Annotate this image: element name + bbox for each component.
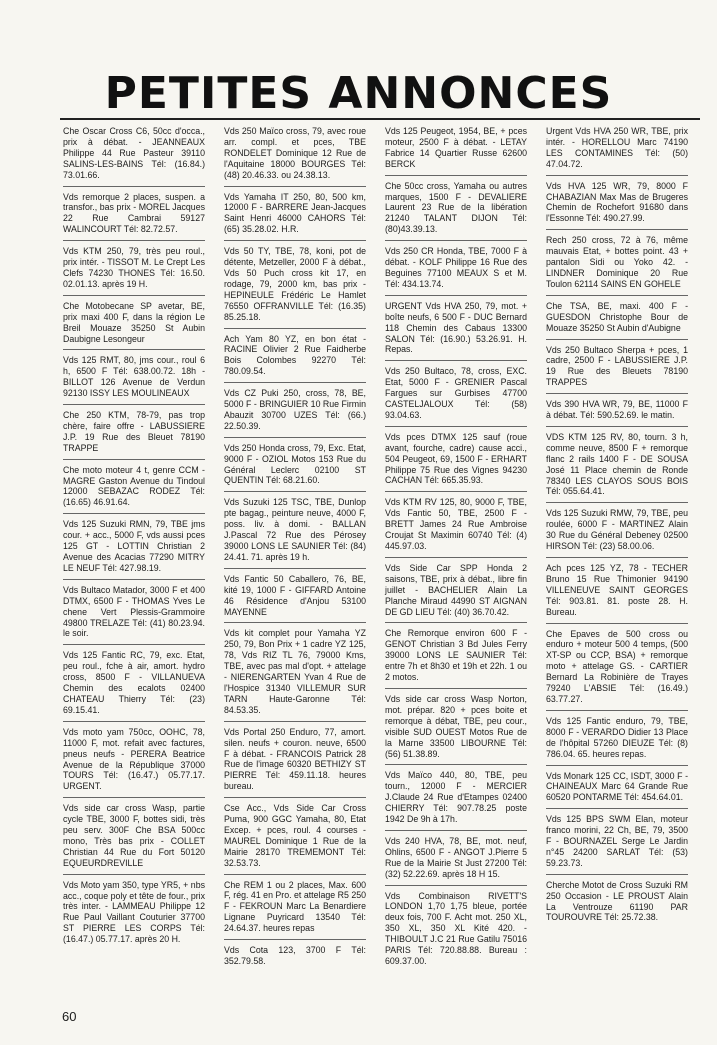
classified-ad: Vds 125 Fantic enduro, 79, TBE, 8000 F - VERARDO Didier 13 Place de l'hôpital 57260 DIEUZE Tél: (8) 786.04. 65. heures repas. <box>546 716 688 766</box>
column-2 <box>224 126 366 977</box>
column-1 <box>63 126 205 955</box>
classified-ad: Vds Monark 125 CC, ISDT, 3000 F - CHAINEAUX Marc 64 Grande Rue 60520 PONTARME Tél: 454.64.01. <box>546 771 688 810</box>
classified-ad: Che Oscar Cross C6, 50cc d'occa., prix à débat. - JEANNEAUX Philippe 44 Rue Pasteur 39110 SALINS-LES-BAINS Tél: (16.84.) 73.01.66. <box>63 126 205 187</box>
classified-ad: Cse Acc., Vds Side Car Cross Puma, 900 GGC Yamaha, 80, Etat Excep. + pces, roul. 4 courses - MAUREL Dominique 1 Rue de la Mairie 28170 TREMEMONT Tél: 32.53.73. <box>224 803 366 874</box>
classified-ad: Ach pces 125 YZ, 78 - TECHER Bruno 15 Rue Thimonier 94190 VILLENEUVE SAINT GEORGES Tél: 903.81. 81. poste 28. H. Bureau. <box>546 563 688 624</box>
classified-ad: Rech 250 cross, 72 à 76, même mauvais Etat, + bottes point. 43 + pantalon Sidi ou Yoko 42. - LINDNER Dominique 20 Rue Toulon 62114 SAINS EN GOHELE <box>546 235 688 296</box>
classified-ad: Vds 390 HVA WR, 79, BE, 11000 F à débat. Tél: 590.52.69. le matin. <box>546 399 688 427</box>
classified-ad: Vds Suzuki 125 TSC, TBE, Dunlop pte bagag., peinture neuve, 4000 F, poss. liv. à domi. - BALLAN J.Pascal 72 Rue des Pérosey 39000 LONS LE SAUNIER Tél: (84) 24.41. 71. après 19 h. <box>224 497 366 568</box>
classified-ad: Vds HVA 125 WR, 79, 8000 F CHABAZIAN Max Mas de Brugeres Chemin de Rochefort 91680 dans l'Essonne Tél: 490.27.99. <box>546 181 688 231</box>
classified-ad: Che Remorque environ 600 F - GENOT Christian 3 Bd Jules Ferry 39000 LONS LE SAUNIER Tél: entre 7h et 8h30 et 19h et 22h. 1 ou 2 motos. <box>385 628 527 689</box>
classified-ad: Vds Yamaha IT 250, 80, 500 km, 12000 F - BARRERE Jean-Jacques Saint Henri 46000 CAHORS Tél: (65) 35.28.02. H.R. <box>224 192 366 242</box>
classified-ad: Vds 250 CR Honda, TBE, 7000 F à débat. - KOLF Philippe 16 Rue des Beguines 77100 MEAUX S et M. Tél: 434.13.74. <box>385 246 527 296</box>
classified-ad: VDS KTM 125 RV, 80, tourn. 3 h, comme neuve, 8500 F + remorque flanc 2 rails 1400 F - DE SOUSA José 11 Place chemin de Ronde 78340 LES CLAYOS SOUS BOIS Tél: 055.64.41. <box>546 432 688 503</box>
classified-ad: Vds side car cross Wasp Norton, mot. prépar. 820 + pces boite et remorque à débat, TBE, peu cour., visible SUD OUEST Motos Rue de la Marne 33500 LIBOURNE Tél: (56) 51.38.89. <box>385 694 527 765</box>
classified-ad: Vds Side Car SPP Honda 2 saisons, TBE, prix à débat., libre fin juillet - BACHELIER Alain La Planche Miraud 44990 ST AIGNAN DE GD LIEU Tél: (40) 36.70.42. <box>385 563 527 624</box>
classified-ad: Vds Portal 250 Enduro, 77, amort. silen. neufs + couron. neuve, 6500 F à débat. - FRANCOIS Patrick 28 Rue de l'image 60320 BETHIZY ST PIERRE Tél: 459.11.18. heures bureau. <box>224 727 366 798</box>
classified-ad: Vds CZ Puki 250, cross, 78, BE, 5000 F - BRINGUIER 10 Rue Firmin Abauzit 30700 UZES Tél: (66.) 22.50.39. <box>224 388 366 438</box>
classified-ad: Vds remorque 2 places, suspen. a transfor., bas prix - MOREL Jacques 22 Rue Cambrai 59127 WALINCOURT Tél: 82.72.57. <box>63 192 205 242</box>
classified-ad: Vds Combinaison RIVETT'S LONDON 1,70 1,75 bleue, portée deux fois, 700 F. Acht mot. 250 XL, 350 XL, 350 XL Kité 420. - THIBOULT J.C 21 Rue Gatilu 75016 PARIS Tél: 720.88.88. Bureau : 609.37.00. <box>385 890 527 966</box>
classified-ad: Vds kit complet pour Yamaha YZ 250, 79, Bon Prix + 1 cadre YZ 125, 78, Vds RIZ TL 76, 79000 Kms, TBE, avec pas mal d'opt. + attelage - NIERENGARTEN Yvan 4 Rue de l'Hospice 31340 VILLEMUR SUR TARN Haute-Garonne Tél: 84.53.35. <box>224 628 366 721</box>
classified-ad: Che moto moteur 4 t, genre CCM - MAGRE Gaston Avenue du Tindoul 12000 SEBAZAC RODEZ Tél: (16.65) 46.91.64. <box>63 465 205 515</box>
title-rule <box>60 118 700 120</box>
classified-ad: Urgent Vds HVA 250 WR, TBE, prix intér. - HORELLOU Marc 74190 LES CONTAMINES Tél: (50) 47.04.72. <box>546 126 688 176</box>
classified-ad: Che 250 KTM, 78-79, pas trop chère, faire offre - LABUSSIERE J.P. 19 Rue des Bleuet 78190 TRAPPE <box>63 410 205 460</box>
classified-ad: Vds Maïco 440, 80, TBE, peu tourn., 12000 F - MERCIER J.Claude 24 Rue d'Etampes 02400 CHIERRY Tél: 907.78.25 poste 1942 De 9h à 17h. <box>385 770 527 831</box>
classified-ad: Ach Yam 80 YZ, en bon état - RACINE Olivier 2 Rue Faidherbe Bois Colombes 92270 Tél: 780.09.54. <box>224 334 366 384</box>
classified-ad: Vds 125 Peugeot, 1954, BE, + pces moteur, 2500 F à débat. - LETAY Fabrice 14 Quartier Russe 62600 BERCK <box>385 126 527 176</box>
classified-ad: Vds pces DTMX 125 sauf (roue avant, fourche, cadre) cause acci., 504 Peugeot, 69, 1500 F - ERHART Philippe 75 Rue des Vignes 94230 CACHAN Tél: 665.35.93. <box>385 432 527 493</box>
classified-ad: Vds Cota 123, 3700 F Tél: 352.79.58. <box>224 945 366 966</box>
classified-ad: Vds 250 Bultaco, 78, cross, EXC. Etat, 5000 F - GRENIER Pascal Fargues sur Gurbises 47700 CASTELJALOUX Tél: (58) 93.04.63. <box>385 366 527 427</box>
column-3 <box>385 126 527 977</box>
classified-ad: Vds 250 Maïco cross, 79, avec roue arr. compl. et pces, TBE RONDELET Dominique 12 Rue de l'Aquitaine 18000 BOURGES Tél: (48) 20.46.33. ou 24.38.13. <box>224 126 366 187</box>
classified-ad: Vds Moto yam 350, type YR5, + nbs acc., coque poly et tête de four., prix très inter. - LAMMEAU Philippe 12 Rue Paul Vaillant Couturier 37700 ST PIERRE LES CORPS Tél: (16.47.) 05.77.17. après 20 H. <box>63 879 205 945</box>
classified-ad: Cherche Motot de Cross Suzuki RM 250 Occasion - LE PROUST Alain La Ventrouze 61190 PAR TOUROUVRE Tél: 25.72.38. <box>546 879 688 923</box>
classified-ad: Che Epaves de 500 cross ou enduro + moteur 500 4 temps, (500 XT-SP ou CCP, BSA) + remorque moto + attelage GS. - CARTIER Bernard La Robinière de Trayes 79240 L'ABSIE Tél: (16.49.) 63.77.27. <box>546 629 688 711</box>
classified-ad: Che 50cc cross, Yamaha ou autres marques, 1500 F - DEVALIERE Laurent 23 Rue de la libération 21240 TALANT DIJON Tél: (80)43.39.13. <box>385 181 527 242</box>
classified-ad: Che REM 1 ou 2 places, Max. 600 F, rég. 41 en Pro. et attelage R5 250 F - FEKROUN Marc La Benardiere Lignane Puyricard 13540 Tél: 24.64.37. heures repas <box>224 880 366 941</box>
classified-ad: Vds 125 Suzuki RMW, 79, TBE, peu roulée, 6000 F - MARTINEZ Alain 30 Rue du Général Debeney 02500 HIRSON Tél: (23) 58.00.06. <box>546 508 688 558</box>
classified-ad: Vds 125 RMT, 80, jms cour., roul 6 h, 6500 F Tél: 638.00.72. 18h - BILLOT 126 Avenue de Verdun 92130 ISSY LES MOULINEAUX <box>63 355 205 405</box>
classified-ad: Vds side car cross Wasp, partie cycle TBE, 3000 F, bottes sidi, très peu serv. 300F Che BSA 500cc mono, Très bas prix - COLLET Christian 44 Rue du Fort 50120 EQUEURDREVILLE <box>63 803 205 874</box>
classified-ad: Vds KTM 250, 79, très peu roul., prix intér. - TISSOT M. Le Crept Les Clefs 74230 THONES Tél: 16.50. 02.01.13. après 19 H. <box>63 246 205 296</box>
classified-ad: Vds 125 Suzuki RMN, 79, TBE jms cour. + acc., 5000 F, vds aussi pces 125 GT - LOTTIN Christian 2 Avenue des Acacias 77290 MITRY LE NEUF Tél: 427.98.19. <box>63 519 205 580</box>
classified-ad: Vds 125 BPS SWM Elan, moteur franco morini, 22 Ch, BE, 79, 3500 F - BOURNAZEL Serge Le Jardin n°45 24200 SARLAT Tél: (53) 59.23.73. <box>546 814 688 875</box>
classified-ad: URGENT Vds HVA 250, 79, mot. + boîte neufs, 6 500 F - DUC Bernard 118 Chemin des Cabaus 13300 SALON Tél: (16.90.) 53.26.91. H. Repas. <box>385 301 527 362</box>
column-4 <box>546 126 688 933</box>
page-title: PETITES ANNONCES <box>104 68 613 119</box>
classified-ad: Che Motobecane SP avetar, BE, prix maxi 400 F, dans la région Le Breil Mouaze 35250 St Aubin Daubigne Lesongeur <box>63 301 205 351</box>
classified-ad: Che TSA, BE, maxi. 400 F - GUESDON Christophe Bour de Mouaze 35250 St Aubin d'Aubigne <box>546 301 688 340</box>
classified-ad: Vds 240 HVA, 78, BE, mot. neuf, Ohlins, 6500 F - ANGOT J.Pierre 5 Rue de la Mairie St Just 27200 Tél: (32) 52.22.69. après 18 H 15. <box>385 836 527 886</box>
classified-ad: Vds moto yam 750cc, OOHC, 78, 11000 F, mot. refait avec factures, pneus neufs - PERERA Beatrice Avenue de la République 37000 TOURS Tél: (16.47.) 05.77.17. URGENT. <box>63 727 205 798</box>
classified-ad: Vds 250 Honda cross, 79, Exc. Etat, 9000 F - OZIOL Motos 153 Rue du Général Leclerc 02100 ST QUENTIN Tél: 68.21.60. <box>224 443 366 493</box>
classified-ad: Vds 50 TY, TBE, 78, koni, pot de détente, Metzeller, 2000 F à débat., Vds 50 Puch cross kit 17, en rodage, 79, 2000 km, bas prix - HEPINEULE Frédéric Le Hamlet 76550 OFFRANVILLE Tél: (16.35) 85.25.18. <box>224 246 366 328</box>
page-number: 60 <box>62 1009 77 1024</box>
classified-ad: Vds 125 Fantic RC, 79, exc. Etat, peu roul., fche à air, amort. hydro cross, 8500 F - VILLANUEVA Chemin des ecalots 02400 CHATEAU Thierry Tél: (23) 69.15.41. <box>63 650 205 721</box>
classified-ad: Vds Fantic 50 Caballero, 76, BE, kité 19, 1000 F - GIFFARD Antoine 46 Résidence d'Anjou 53100 MAYENNE <box>224 574 366 624</box>
classified-ad: Vds KTM RV 125, 80, 9000 F, TBE, Vds Fantic 50, TBE, 2500 F - BRETT James 24 Rue Ambroise Croujat St Maximin 60740 Tél: (4) 445.97.03. <box>385 497 527 558</box>
classified-ad: Vds 250 Bultaco Sherpa + pces, 1 cadre, 2500 F - LABUSSIERE J.P. 19 Rue des Bleuets 78190 TRAPPES <box>546 345 688 395</box>
classified-ad: Vds Bultaco Matador, 3000 F et 400 DTMX, 6500 F - THOMAS Yves Le chene Vert Plessis-Grammoire 49800 TRELAZE Tél: (41) 80.23.94. le soir. <box>63 585 205 646</box>
